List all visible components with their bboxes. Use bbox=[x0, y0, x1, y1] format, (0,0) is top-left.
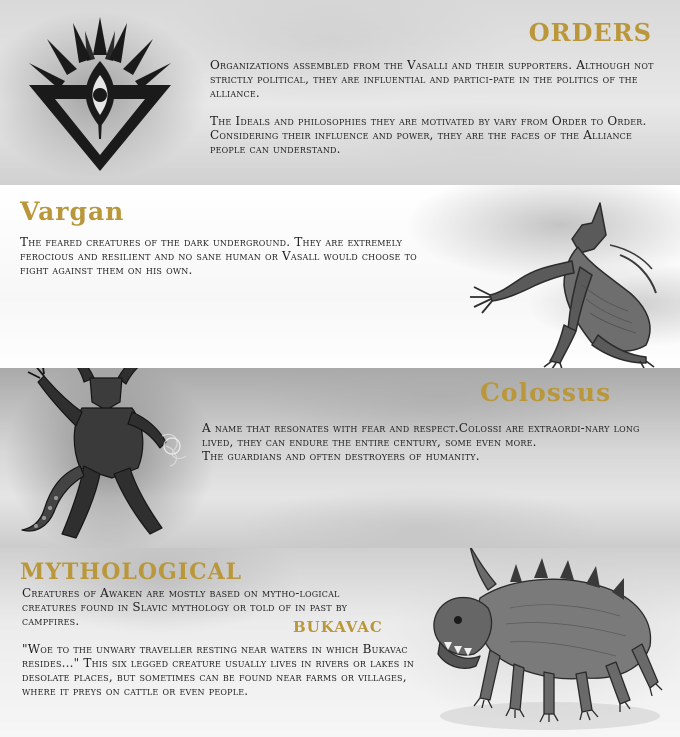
vargan-paragraph: The feared creatures of the dark underground. They are extremely ferocious and resilient and no sane human or Vasall would choose to fight against them on his own. bbox=[20, 235, 417, 277]
order-emblem-icon bbox=[25, 15, 175, 175]
colossus-text bbox=[202, 421, 667, 463]
mythological-intro-text: Creatures of Awaken are mostly based on mytho-logical creatures found in Slavic mythology or told of in past by campfires. bbox=[22, 586, 348, 628]
mythological-title: MYTHOLOGICAL bbox=[20, 559, 243, 585]
colossus-creature-illustration bbox=[10, 368, 205, 553]
bukavac-creature-illustration bbox=[410, 548, 675, 733]
bukavac-text bbox=[22, 642, 422, 698]
vargan-creature-illustration bbox=[460, 195, 675, 370]
bukavac-quote: "Woe to the unwary traveller resting near waters in which Bukavac resides..." This six legged creature usually lives in rivers or lakes in desolate places, but sometimes can be found near farms or villages, where it preys on cattle or even people. bbox=[22, 642, 415, 698]
colossus-section bbox=[0, 368, 680, 553]
vargan-section bbox=[0, 185, 680, 375]
vargan-title: Vargan bbox=[20, 197, 125, 226]
bukavac-subtitle: BUKAVAC bbox=[293, 618, 383, 636]
orders-paragraph-1: Organizations assembled from the Vasalli and their supporters. Although not strictly political, they are influential and partici-pate in the politics of the alliance. bbox=[210, 58, 654, 100]
colossus-paragraph-1: A name that resonates with fear and respect.Colossi are extraordi-nary long lived, they can endure the entire century, some even more. bbox=[202, 421, 640, 449]
orders-section bbox=[0, 0, 680, 190]
orders-text bbox=[210, 58, 665, 156]
colossus-title: Colossus bbox=[480, 378, 612, 407]
orders-title: ORDERS bbox=[528, 18, 652, 47]
orders-paragraph-2: The Ideals and philosophies they are motivated by vary from Order to Order. Considering their influence and power, they are the faces of the Alliance people can understand. bbox=[210, 114, 647, 156]
mythological-section bbox=[0, 548, 680, 737]
vargan-text bbox=[20, 235, 440, 277]
colossus-paragraph-2: The guardians and often destroyers of humanity. bbox=[202, 449, 480, 463]
